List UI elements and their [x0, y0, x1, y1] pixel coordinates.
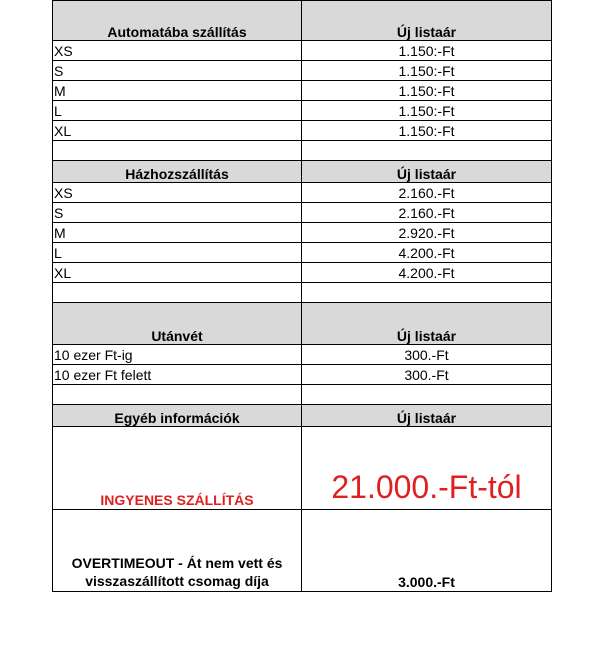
price-cell: 1.150:-Ft [302, 61, 552, 81]
size-cell: M [53, 223, 302, 243]
empty-cell [53, 385, 302, 405]
price-cell: 4.200.-Ft [302, 243, 552, 263]
overtimeout-value: 3.000.-Ft [302, 510, 552, 592]
table-row [53, 203, 552, 223]
table-row [53, 223, 552, 243]
size-cell: XS [53, 41, 302, 61]
price-cell: 1.150:-Ft [302, 81, 552, 101]
size-cell: M [53, 81, 302, 101]
size-cell: 10 ezer Ft felett [53, 365, 302, 385]
size-cell: L [53, 243, 302, 263]
section-header-automata [53, 1, 552, 41]
price-cell: 2.160.-Ft [302, 183, 552, 203]
price-cell: 1.150:-Ft [302, 41, 552, 61]
price-cell: 4.200.-Ft [302, 263, 552, 283]
overtimeout-label: OVERTIMEOUT - Át nem vett és visszaszállított csomag díja [53, 510, 302, 592]
size-cell: XL [53, 263, 302, 283]
empty-row [53, 283, 552, 303]
price-cell: 2.160.-Ft [302, 203, 552, 223]
section-title: Egyéb információk [53, 405, 302, 427]
price-cell: 300.-Ft [302, 365, 552, 385]
price-column-header: Új listaár [302, 161, 552, 183]
size-cell: XL [53, 121, 302, 141]
table-row [53, 61, 552, 81]
price-column-header: Új listaár [302, 405, 552, 427]
section-title: Automatába szállítás [53, 1, 302, 41]
section-header-other [53, 405, 552, 427]
section-title: Házhozszállítás [53, 161, 302, 183]
size-cell: XS [53, 183, 302, 203]
empty-row [53, 141, 552, 161]
section-header-cod [53, 303, 552, 345]
empty-cell [302, 283, 552, 303]
table-row [53, 101, 552, 121]
section-header-home-delivery [53, 161, 552, 183]
empty-row [53, 385, 552, 405]
price-cell: 1.150:-Ft [302, 121, 552, 141]
table-row [53, 243, 552, 263]
table-row [53, 121, 552, 141]
empty-cell [302, 385, 552, 405]
table-row [53, 81, 552, 101]
price-column-header: Új listaár [302, 1, 552, 41]
price-cell: 2.920.-Ft [302, 223, 552, 243]
table-row [53, 41, 552, 61]
size-cell: 10 ezer Ft-ig [53, 345, 302, 365]
section-title: Utánvét [53, 303, 302, 345]
price-cell: 1.150:-Ft [302, 101, 552, 121]
table-row [53, 345, 552, 365]
overtimeout-row [53, 510, 552, 592]
shipping-price-table [52, 0, 552, 592]
free-shipping-value: 21.000.-Ft-tól [302, 427, 552, 510]
size-cell: L [53, 101, 302, 121]
size-cell: S [53, 203, 302, 223]
table-row [53, 365, 552, 385]
price-column-header: Új listaár [302, 303, 552, 345]
empty-cell [53, 141, 302, 161]
size-cell: S [53, 61, 302, 81]
price-cell: 300.-Ft [302, 345, 552, 365]
empty-cell [302, 141, 552, 161]
table-row [53, 263, 552, 283]
free-shipping-row [53, 427, 552, 510]
empty-cell [53, 283, 302, 303]
free-shipping-label: INGYENES SZÁLLÍTÁS [53, 427, 302, 510]
table-row [53, 183, 552, 203]
